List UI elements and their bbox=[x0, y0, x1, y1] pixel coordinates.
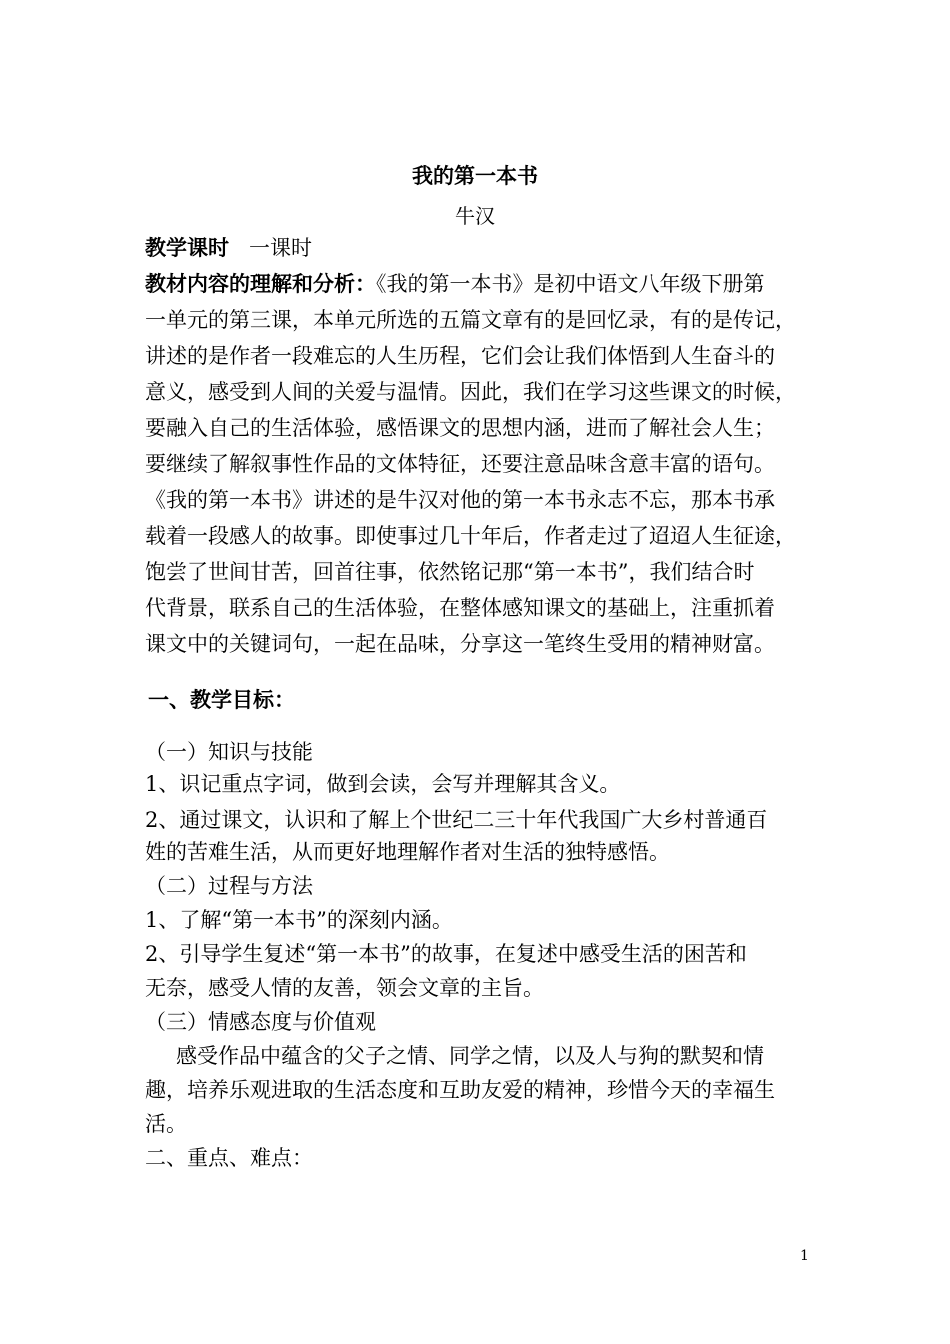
sub2-line: 2、引导学生复述“第一本书”的故事，在复述中感受生活的困苦和 bbox=[145, 942, 747, 966]
sub2-line: 1、了解“第一本书”的深刻内涵。 bbox=[145, 908, 453, 932]
analysis-line: 饱尝了世间甘苦，回首往事，依然铭记那“第一本书”，我们结合时 bbox=[145, 560, 755, 584]
section1-heading: 一、教学目标： bbox=[148, 687, 295, 712]
class-hours-label: 教学课时 bbox=[145, 235, 229, 260]
analysis-label: 教材内容的理解和分析： bbox=[145, 271, 376, 296]
page-number: 1 bbox=[800, 1248, 809, 1264]
analysis-line-0 bbox=[145, 270, 765, 298]
class-hours-value: 一课时 bbox=[249, 236, 313, 260]
sub1-heading: （一）知识与技能 bbox=[145, 740, 313, 764]
sub3-line: 活。 bbox=[145, 1112, 187, 1136]
sub1-line: 2、通过课文，认识和了解上个世纪二三十年代我国广大乡村普通百 bbox=[145, 808, 768, 832]
section2-heading: 二、重点、难点： bbox=[145, 1146, 313, 1170]
analysis-line: 载着一段感人的故事。即使事过几十年后，作者走过了迢迢人生征途， bbox=[145, 524, 796, 548]
sub2-line: 无奈，感受人情的友善，领会文章的主旨。 bbox=[145, 976, 544, 1000]
analysis-line: 讲述的是作者一段难忘的人生历程，它们会让我们体悟到人生奋斗的 bbox=[145, 344, 775, 368]
sub3-line: 感受作品中蕴含的父子之情、同学之情，以及人与狗的默契和情 bbox=[176, 1044, 764, 1068]
analysis-text: 《我的第一本书》是初中语文八年级下册第 bbox=[376, 272, 765, 296]
analysis-line: 代背景，联系自己的生活体验，在整体感知课文的基础上，注重抓着 bbox=[145, 596, 775, 620]
analysis-line: 《我的第一本书》讲述的是牛汉对他的第一本书永志不忘，那本书承 bbox=[145, 488, 775, 512]
analysis-line: 要融入自己的生活体验，感悟课文的思想内涵，进而了解社会人生； bbox=[145, 416, 775, 440]
document-author: 牛汉 bbox=[455, 204, 495, 228]
class-hours-line bbox=[145, 234, 312, 262]
analysis-line: 意义，感受到人间的关爱与温情。因此，我们在学习这些课文的时候， bbox=[145, 380, 796, 404]
sub3-heading: （三）情感态度与价值观 bbox=[145, 1010, 376, 1034]
sub1-line: 姓的苦难生活，从而更好地理解作者对生活的独特感悟。 bbox=[145, 840, 670, 864]
sub2-heading: （二）过程与方法 bbox=[145, 874, 313, 898]
document-title: 我的第一本书 bbox=[412, 163, 538, 188]
analysis-line: 课文中的关键词句，一起在品味，分享这一笔终生受用的精神财富。 bbox=[145, 632, 775, 656]
analysis-line: 一单元的第三课，本单元所选的五篇文章有的是回忆录，有的是传记， bbox=[145, 308, 796, 332]
analysis-line: 要继续了解叙事性作品的文体特征，还要注意品味含意丰富的语句。 bbox=[145, 452, 775, 476]
sub1-line: 1、识记重点字词，做到会读，会写并理解其含义。 bbox=[145, 772, 621, 796]
sub3-line: 趣，培养乐观进取的生活态度和互助友爱的精神，珍惜今天的幸福生 bbox=[145, 1078, 775, 1102]
